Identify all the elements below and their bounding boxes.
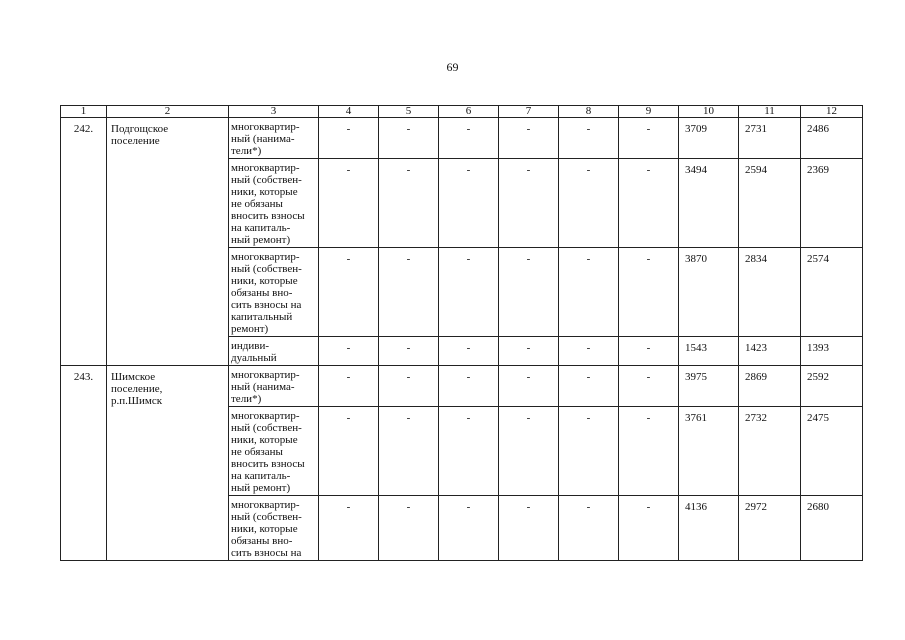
column-header: 1 [61,106,107,118]
cell-value: 2592 [801,366,863,407]
cell-value: 2680 [801,496,863,561]
cell-dash: - [499,248,559,337]
cell-dash: - [559,407,619,496]
cell-value: 3709 [679,118,739,159]
column-header: 7 [499,106,559,118]
cell-value: 1393 [801,337,863,366]
cell-dash: - [559,159,619,248]
column-header: 2 [107,106,229,118]
cell-dash: - [619,248,679,337]
row-number: 242. [61,118,107,366]
cell-dash: - [559,248,619,337]
cell-dash: - [379,337,439,366]
cell-dash: - [499,337,559,366]
table-row [61,366,863,407]
cell-value: 2475 [801,407,863,496]
table-row [61,118,863,159]
cell-dash: - [619,337,679,366]
tariff-table [60,105,863,561]
cell-dash: - [379,118,439,159]
row-number: 243. [61,366,107,561]
column-header: 10 [679,106,739,118]
cell-dash: - [379,496,439,561]
cell-value: 2594 [739,159,801,248]
cell-dash: - [619,366,679,407]
cell-dash: - [559,366,619,407]
cell-dash: - [439,496,499,561]
cell-dash: - [439,407,499,496]
column-header: 3 [229,106,319,118]
settlement-name: Шимское поселение, р.п.Шимск [107,366,229,561]
cell-dash: - [439,159,499,248]
cell-value: 2574 [801,248,863,337]
column-header: 9 [619,106,679,118]
housing-type: многоквартир- ный (собствен- ники, которые не обязаны вносить взносы на капиталь- ный ремонт) [229,159,319,248]
cell-dash: - [499,159,559,248]
cell-value: 2972 [739,496,801,561]
column-header: 5 [379,106,439,118]
column-header: 6 [439,106,499,118]
cell-value: 3870 [679,248,739,337]
cell-dash: - [619,496,679,561]
housing-type: многоквартир- ный (собствен- ники, которые обязаны вно- сить взносы на [229,496,319,561]
cell-value: 1423 [739,337,801,366]
housing-type: многоквартир- ный (нанима- тели*) [229,366,319,407]
cell-dash: - [619,159,679,248]
cell-dash: - [439,366,499,407]
cell-dash: - [619,118,679,159]
cell-dash: - [319,248,379,337]
cell-value: 4136 [679,496,739,561]
cell-dash: - [319,496,379,561]
cell-value: 2732 [739,407,801,496]
cell-dash: - [439,248,499,337]
cell-value: 1543 [679,337,739,366]
cell-dash: - [379,248,439,337]
cell-dash: - [559,337,619,366]
cell-dash: - [379,407,439,496]
cell-value: 3761 [679,407,739,496]
cell-value: 2731 [739,118,801,159]
cell-value: 2369 [801,159,863,248]
settlement-name: Подгощское поселение [107,118,229,366]
cell-dash: - [319,366,379,407]
housing-type: многоквартир- ный (нанима- тели*) [229,118,319,159]
cell-dash: - [499,496,559,561]
cell-dash: - [319,159,379,248]
cell-dash: - [559,496,619,561]
cell-value: 2834 [739,248,801,337]
column-header: 8 [559,106,619,118]
housing-type: многоквартир- ный (собствен- ники, которые не обязаны вносить взносы на капиталь- ный ремонт) [229,407,319,496]
cell-dash: - [499,366,559,407]
housing-type: индиви- дуальный [229,337,319,366]
cell-value: 3494 [679,159,739,248]
cell-value: 2869 [739,366,801,407]
column-number-row [61,106,863,118]
page-number: 69 [446,60,459,74]
cell-value: 2486 [801,118,863,159]
column-header: 11 [739,106,801,118]
column-header: 4 [319,106,379,118]
cell-dash: - [439,118,499,159]
cell-dash: - [619,407,679,496]
cell-dash: - [319,337,379,366]
cell-dash: - [499,118,559,159]
column-header: 12 [801,106,863,118]
cell-dash: - [559,118,619,159]
cell-dash: - [379,159,439,248]
cell-dash: - [319,407,379,496]
cell-dash: - [319,118,379,159]
cell-dash: - [439,337,499,366]
cell-value: 3975 [679,366,739,407]
cell-dash: - [379,366,439,407]
cell-dash: - [499,407,559,496]
housing-type: многоквартир- ный (собствен- ники, которые обязаны вно- сить взносы на капитальный ремонт) [229,248,319,337]
